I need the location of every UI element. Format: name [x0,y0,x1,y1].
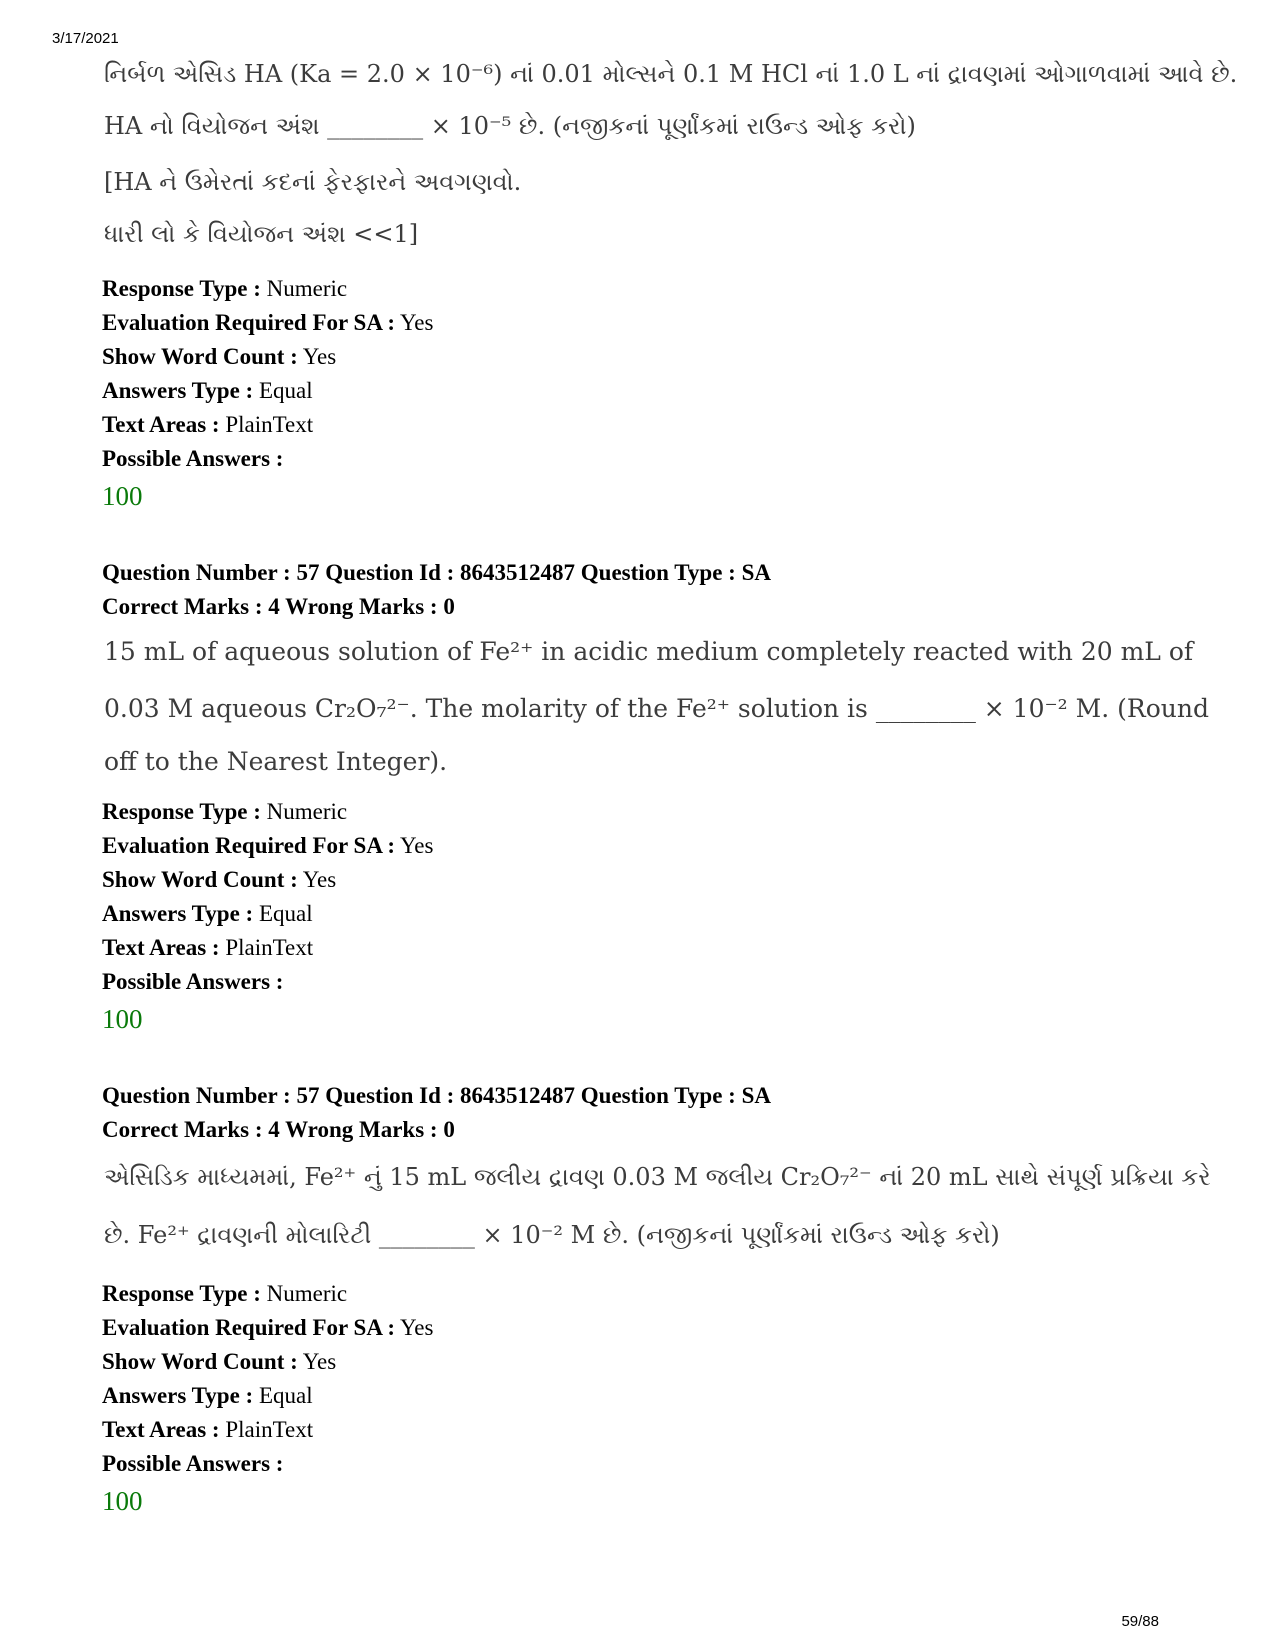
answers-type-row [102,1379,433,1413]
response-type-value: Numeric [266,276,348,301]
possible-answers-label: Possible Answers : [102,969,284,994]
question-2-line-1: 15 mL of aqueous solution of Fe²⁺ in acidic medium completely reacted with 20 mL of [104,637,1194,666]
text-areas-label: Text Areas : [102,412,220,437]
possible-answer-value: 100 [102,481,143,511]
possible-answers-label: Possible Answers : [102,1451,284,1476]
response-type-row [102,1277,433,1311]
text-areas-row [102,931,433,965]
evaluation-label: Evaluation Required For SA : [102,1315,396,1340]
answers-type-label: Answers Type : [102,901,254,926]
evaluation-row [102,1311,433,1345]
answers-type-value: Equal [258,901,313,926]
evaluation-value: Yes [400,1315,434,1340]
question-1-line-1: નિર્બળ એસિડ HA (Ka = 2.0 × 10⁻⁶) નાં 0.01 મોલ્સને 0.1 M HCl નાં 1.0 L નાં દ્રાવણમાં ઓગાળવામાં આવે છે. [104,60,1238,88]
word-count-value: Yes [302,1349,337,1374]
question-header-line: Question Number : 57 Question Id : 8643512487 Question Type : SA [102,1083,771,1108]
text-areas-value: PlainText [225,1417,314,1442]
question-2-line-3: off to the Nearest Integer). [104,747,448,776]
word-count-label: Show Word Count : [102,867,298,892]
possible-answers-row [102,965,433,999]
question-2-meta [102,795,433,1039]
evaluation-row [102,829,433,863]
possible-answers-row [102,442,433,476]
word-count-row [102,340,433,374]
word-count-row [102,1345,433,1379]
text-areas-label: Text Areas : [102,1417,220,1442]
text-areas-row [102,1413,433,1447]
question-2-header [102,556,771,624]
question-1-meta [102,272,433,516]
evaluation-label: Evaluation Required For SA : [102,833,396,858]
question-3-line-1: એસિડિક માધ્યમમાં, Fe²⁺ નું 15 mL જલીય દ્રાવણ 0.03 M જલીય Cr₂O₇²⁻ નાં 20 mL સાથે સંપૂર્ણ પ્રક્રિયા કરે [104,1163,1211,1191]
text-areas-row [102,408,433,442]
question-3-meta [102,1277,433,1521]
response-type-label: Response Type : [102,276,261,301]
word-count-value: Yes [302,867,337,892]
response-type-value: Numeric [266,799,348,824]
evaluation-label: Evaluation Required For SA : [102,310,396,335]
answers-type-label: Answers Type : [102,378,254,403]
possible-answers-row [102,1447,433,1481]
word-count-label: Show Word Count : [102,1349,298,1374]
text-areas-value: PlainText [225,935,314,960]
page-number: 59/88 [1121,1613,1159,1630]
response-type-label: Response Type : [102,1281,261,1306]
question-3-header [102,1079,771,1147]
answers-type-label: Answers Type : [102,1383,254,1408]
response-type-label: Response Type : [102,799,261,824]
possible-answers-label: Possible Answers : [102,446,284,471]
response-type-row [102,795,433,829]
text-areas-label: Text Areas : [102,935,220,960]
possible-answer-value: 100 [102,1004,143,1034]
word-count-row [102,863,433,897]
question-1-line-3: [HA ને ઉમેરતાં કદનાં ફેરફારને અવગણવો. [104,168,522,196]
evaluation-row [102,306,433,340]
question-3-line-2: છે. Fe²⁺ દ્રાવણની મોલારિટી ________ × 10⁻² M છે. (નજીકનાં પૂર્ણાંકમાં રાઉન્ડ ઓફ કરો) [104,1221,1000,1249]
evaluation-value: Yes [400,310,434,335]
text-areas-value: PlainText [225,412,314,437]
print-date: 3/17/2021 [52,30,119,47]
answers-type-row [102,374,433,408]
answers-type-value: Equal [258,378,313,403]
word-count-label: Show Word Count : [102,344,298,369]
response-type-row [102,272,433,306]
answers-type-row [102,897,433,931]
evaluation-value: Yes [400,833,434,858]
marks-line: Correct Marks : 4 Wrong Marks : 0 [102,1117,455,1142]
marks-line: Correct Marks : 4 Wrong Marks : 0 [102,594,455,619]
question-header-line: Question Number : 57 Question Id : 8643512487 Question Type : SA [102,560,771,585]
question-1-line-4: ધારી લો કે વિયોજન અંશ <<1] [104,220,419,248]
question-1-line-2: HA નો વિયોજન અંશ ________ × 10⁻⁵ છે. (નજીકનાં પૂર્ણાંકમાં રાઉન્ડ ઓફ કરો) [104,112,916,140]
answers-type-value: Equal [258,1383,313,1408]
response-type-value: Numeric [266,1281,348,1306]
possible-answer-value: 100 [102,1486,143,1516]
word-count-value: Yes [302,344,337,369]
question-2-line-2: 0.03 M aqueous Cr₂O₇²⁻. The molarity of the Fe²⁺ solution is ________ × 10⁻² M. (Round [104,694,1209,723]
